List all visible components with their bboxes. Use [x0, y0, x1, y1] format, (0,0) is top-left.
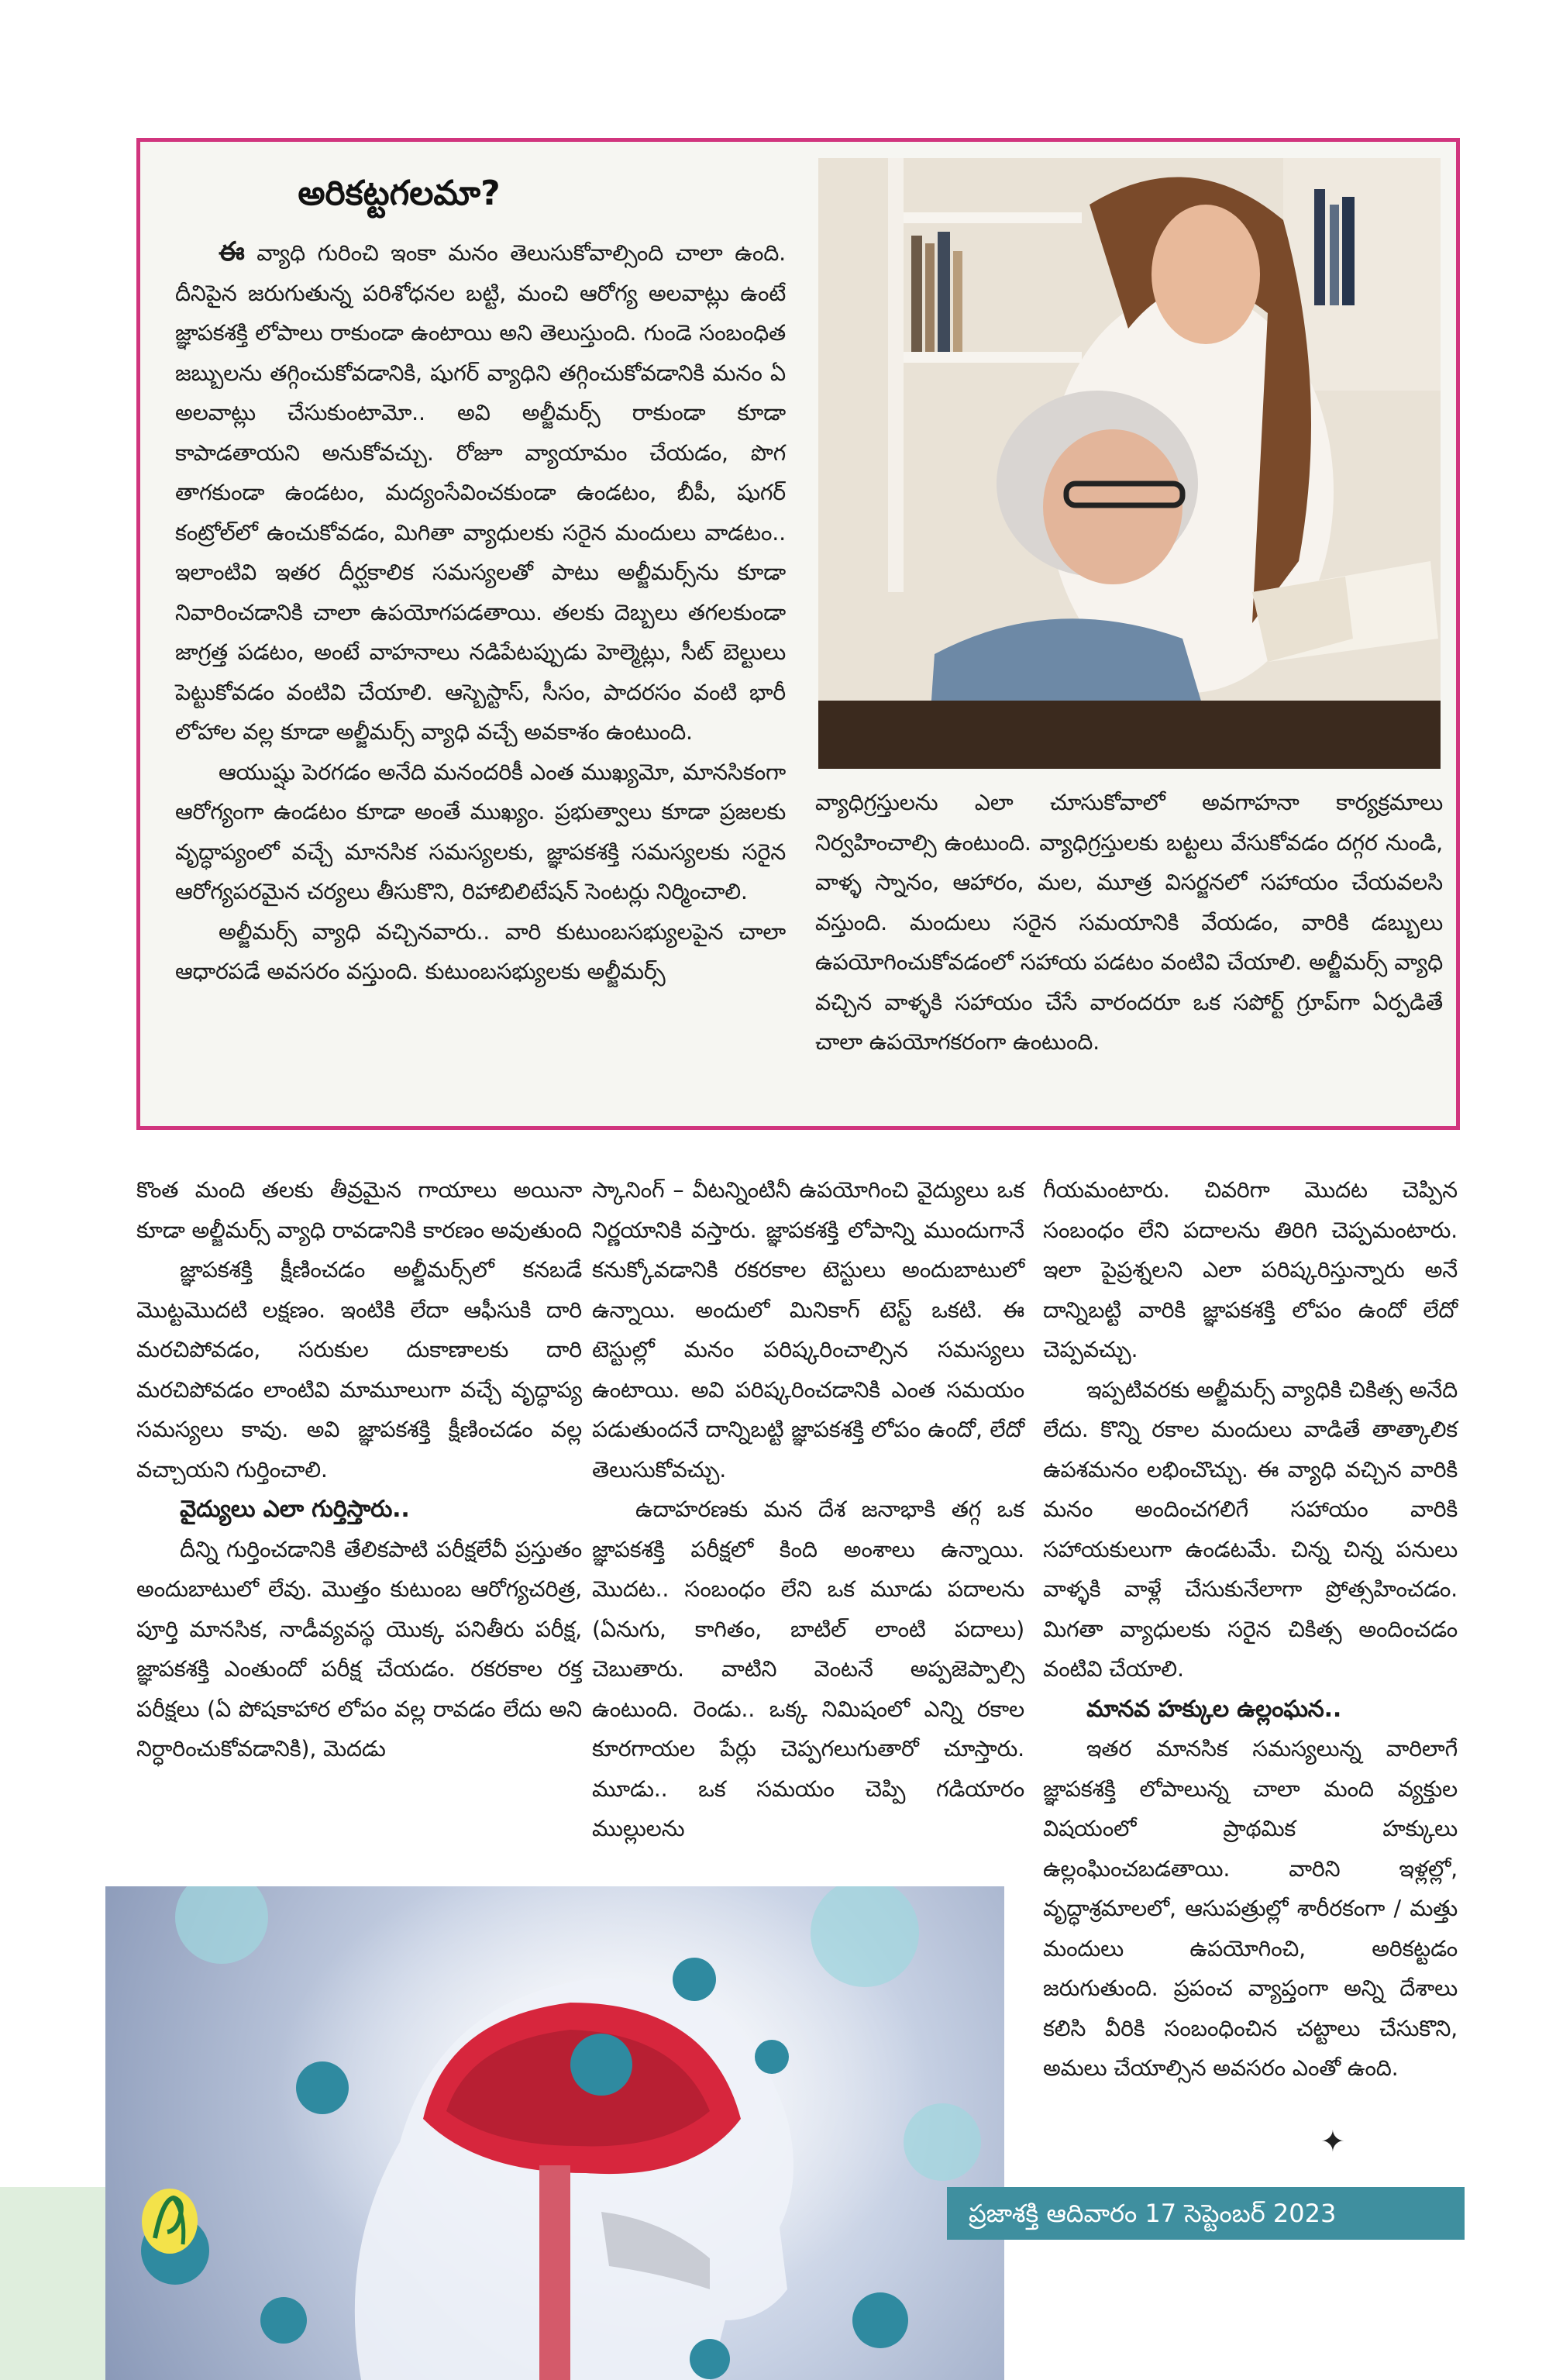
publication-logo-icon: [139, 2184, 200, 2255]
page-edge-tab: [0, 2187, 105, 2380]
box-paragraph: ఆయుష్షు పెరగడం అనేది మనందరికీ ఎంత ముఖ్యమో, మానసికంగా ఆరోగ్యంగా ఉండటం కూడా అంతే ముఖ్యం. ప్రభుత్వాలు కూడా ప్రజలకు వృద్ధాప్యంలో వచ్చే మానసిక సమస్యలకు, జ్ఞాపకశక్తి సమస్యలకు సరైన ఆరోగ్యపరమైన చర్యలు తీసుకొని, రిహాబిలిటేషన్‌ సెంటర్లు నిర్మించాలి.: [175, 759, 786, 904]
photo-illustration: [818, 158, 1441, 769]
end-mark-icon: ✦: [1320, 2124, 1345, 2158]
brain-virus-illustration: [105, 1886, 1004, 2380]
subheading: వైద్యులు ఎలా గుర్తిస్తారు..: [180, 1496, 410, 1523]
box-paragraph: అల్జీమర్స్‌ వ్యాధి వచ్చినవారు.. వారి కుటుంబసభ్యులపైన చాలా ఆధారపడే అవసరం వస్తుంది. కుటుంబసభ్యులకు అల్జీమర్స్‌: [175, 918, 786, 984]
paragraph: దీన్ని గుర్తించడానికి తేలికపాటి పరీక్షలేవీ ప్రస్తుతం అందుబాటులో లేవు. మొత్తం కుటుంబ ఆరోగ్యచరిత్ర, పూర్తి మానసిక, నాడీవ్యవస్థ యొక్క పనితీరు పరీక్ష, జ్ఞాపకశక్తి ఎంతుందో పరీక్ష చేయడం. రకరకాల రక్త పరీక్షలు (ఏ పోషకాహార లోపం వల్ల రావడం లేదు అని నిర్ధారించుకోవడానికి), మెదడు: [136, 1536, 582, 1762]
paragraph: ఇప్పటివరకు అల్జీమర్స్‌ వ్యాధికి చికిత్స అనేది లేదు. కొన్ని రకాల మందులు వాడితే తాత్కాలిక ఉపశమనం లభించొచ్చు. ఈ వ్యాధి వచ్చిన వారికి మనం అందించగలిగే సహాయం వారికి సహాయకులుగా ఉండటమే. చిన్న చిన్న పనులు వాళ్ళకి వాళ్లే చేసుకునేలాగా ప్రోత్సహించడం. మిగతా వ్యాధులకు సరైన చికిత్స అందించడం వంటివి చేయాలి.: [1043, 1376, 1458, 1682]
paragraph: ఇతర మానసిక సమస్యలున్న వారిలాగే జ్ఞాపకశక్తి లోపాలున్న చాలా మంది వ్యక్తుల విషయంలో ప్రాథమిక హక్కులు ఉల్లంఘించబడతాయి. వారిని ఇళ్లల్లో, వృద్ధాశ్రమాలలో, ఆసుపత్రుల్లో శారీరకంగా / మత్తు మందులు ఉపయోగించి, అరికట్టడం జరుగుతుంది. ప్రపంచ వ్యాప్తంగా అన్ని దేశాలు కలిసి వీరికి సంబంధించిన చట్టాలు చేసుకొని, అమలు చేయాల్సిన అవసరం ఎంతో ఉంది.: [1043, 1736, 1458, 2081]
paragraph: ఉదాహరణకు మన దేశ జనాభాకి తగ్గ ఒక జ్ఞాపకశక్తి పరీక్షలో కింది అంశాలు ఉన్నాయి. మొదట.. సంబంధం లేని ఒక మూడు పదాలను (ఏనుగు, కాగితం, బాటిల్‌ లాంటి పదాలు) చెబుతారు. వాటిని వెంటనే అప్పజెప్పాల్సి ఉంటుంది. రెండు.. ఒక్క నిమిషంలో ఎన్ని రకాల కూరగాయల పేర్లు చెప్పగలుగుతారో చూస్తారు. మూడు.. ఒక సమయం చెప్పి గడియారం ముల్లులను: [592, 1497, 1024, 1841]
paragraph: కొంత మంది తలకు తీవ్రమైన గాయాలు అయినా కూడా అల్జీమర్స్‌ వ్యాధి రావడానికి కారణం అవుతుంది: [136, 1177, 582, 1243]
box-right-column: [815, 783, 1443, 1063]
box-paragraph-text: వ్యాధి గురించి ఇంకా మనం తెలుసుకోవాల్సింది చాలా ఉంది. దీనిపైన జరుగుతున్న పరిశోధనల బట్టి, మంచి ఆరోగ్య అలవాట్లు ఉంటే జ్ఞాపకశక్తి లోపాలు రాకుండా ఉంటాయి అని తెలుస్తుంది. గుండె సంబంధిత జబ్బులను తగ్గించుకోవడానికి, షుగర్‌ వ్యాధిని తగ్గించుకోవడానికి మనం ఏ అలవాట్లు చేసుకుంటామో.. అవి అల్జీమర్స్‌ రాకుండా కూడా కాపాడతాయని అనుకోవచ్చు. రోజూ వ్యాయామం చేయడం, పొగ తాగకుండా ఉండటం, మద్యంసేవించకుండా ఉండటం, బీపీ, షుగర్‌ కంట్రోల్‌లో ఉంచుకోవడం, మిగితా వ్యాధులకు సరైన మందులు వాడటం.. ఇలాంటివి ఇతర దీర్ఘకాలిక సమస్యలతో పాటు అల్జీమర్స్‌ను కూడా నివారించడానికి చాలా ఉపయోగపడతాయి. తలకు దెబ్బలు తగలకుండా జాగ్రత్త పడటం, అంటే వాహనాలు నడిపేటప్పుడు హెల్మెట్లు, సీట్‌ బెల్టులు పెట్టుకోవడం వంటివి చేయాలి. ఆస్బెస్టాస్‌, సీసం, పాదరసం వంటి భారీ లోహాల వల్ల కూడా అల్జీమర్స్‌ వ్యాధి వచ్చే అవకాశం ఉంటుంది.: [175, 240, 786, 745]
box-left-column: [175, 232, 786, 992]
box-title: అరికట్టగలమా?: [298, 174, 501, 213]
dropcap: ఈ: [219, 236, 245, 267]
paragraph: గీయమంటారు. చివరిగా మొదట చెప్పిన సంబంధం లేని పదాలను తిరిగి చెప్పమంటారు. ఇలా పైప్రశ్నలని ఎలా పరిష్కరిస్తున్నారు అనే దాన్నిబట్టి వారికి జ్ఞాపకశక్తి లోపం ఉందో లేదో చెప్పవచ్చు.: [1043, 1177, 1458, 1362]
grandmother-granddaughter-photo: [818, 158, 1441, 769]
article-column-2: [592, 1170, 1024, 1849]
box-paragraph: వ్యాధిగ్రస్తులను ఎలా చూసుకోవాలో అవగాహనా కార్యక్రమాలు నిర్వహించాల్సి ఉంటుంది. వ్యాధిగ్రస్తులకు బట్టలు వేసుకోవడం దగ్గర నుండి, వాళ్ళ స్నానం, ఆహారం, మల, మూత్ర విసర్జనలో సహాయం చేయవలసి వస్తుంది. మందులు సరైన సమయానికి వేయడం, వారికి డబ్బులు ఉపయోగించుకోవడంలో సహాయ పడటం వంటివి చేయాలి. అల్జీమర్స్‌ వ్యాధి వచ్చిన వాళ్ళకి సహాయం చేసే వారందరూ ఒక సపోర్ట్‌ గ్రూప్‌గా ఏర్పడితే చాలా ఉపయోగకరంగా ఉంటుంది.: [815, 790, 1443, 1055]
paragraph: జ్ఞాపకశక్తి క్షీణించడం అల్జీమర్స్‌లో కనబడే మొట్టమొదటి లక్షణం. ఇంటికి లేదా ఆఫీసుకి దారి మరచిపోవడం, సరుకుల దుకాణాలకు దారి మరచిపోవడం లాంటివి మామూలుగా వచ్చే వృద్ధాప్య సమస్యలు కావు. అవి జ్ఞాపకశక్తి క్షీణించడం వల్ల వచ్చాయని గుర్తించాలి.: [136, 1257, 582, 1483]
article-column-3: [1043, 1170, 1458, 2089]
box-paragraph: [175, 232, 786, 753]
footer-bar: [947, 2187, 1465, 2240]
brain-illustration: [105, 1886, 1004, 2380]
footer-text: ప్రజాశక్తి ఆదివారం 17 సెప్టెంబర్‌ 2023: [969, 2199, 1337, 2228]
paragraph: స్కానింగ్‌ – వీటన్నింటినీ ఉపయోగించి వైద్యులు ఒక నిర్ణయానికి వస్తారు. జ్ఞాపకశక్తి లోపాన్ని ముందుగానే కనుక్కోవడానికి రకరకాల టెస్టులు అందుబాటులో ఉన్నాయి. అందులో మినికాగ్‌ టెస్ట్‌ ఒకటి. ఈ టెస్టుల్లో మనం పరిష్కరించాల్సిన సమస్యలు ఉంటాయి. అవి పరిష్కరించడానికి ఎంత సమయం పడుతుందనే దాన్నిబట్టి జ్ఞాపకశక్తి లోపం ఉందో, లేదో తెలుసుకోవచ్చు.: [592, 1177, 1024, 1483]
subheading: మానవ హక్కుల ఉల్లంఘన..: [1086, 1695, 1342, 1723]
article-column-1: [136, 1170, 582, 1769]
